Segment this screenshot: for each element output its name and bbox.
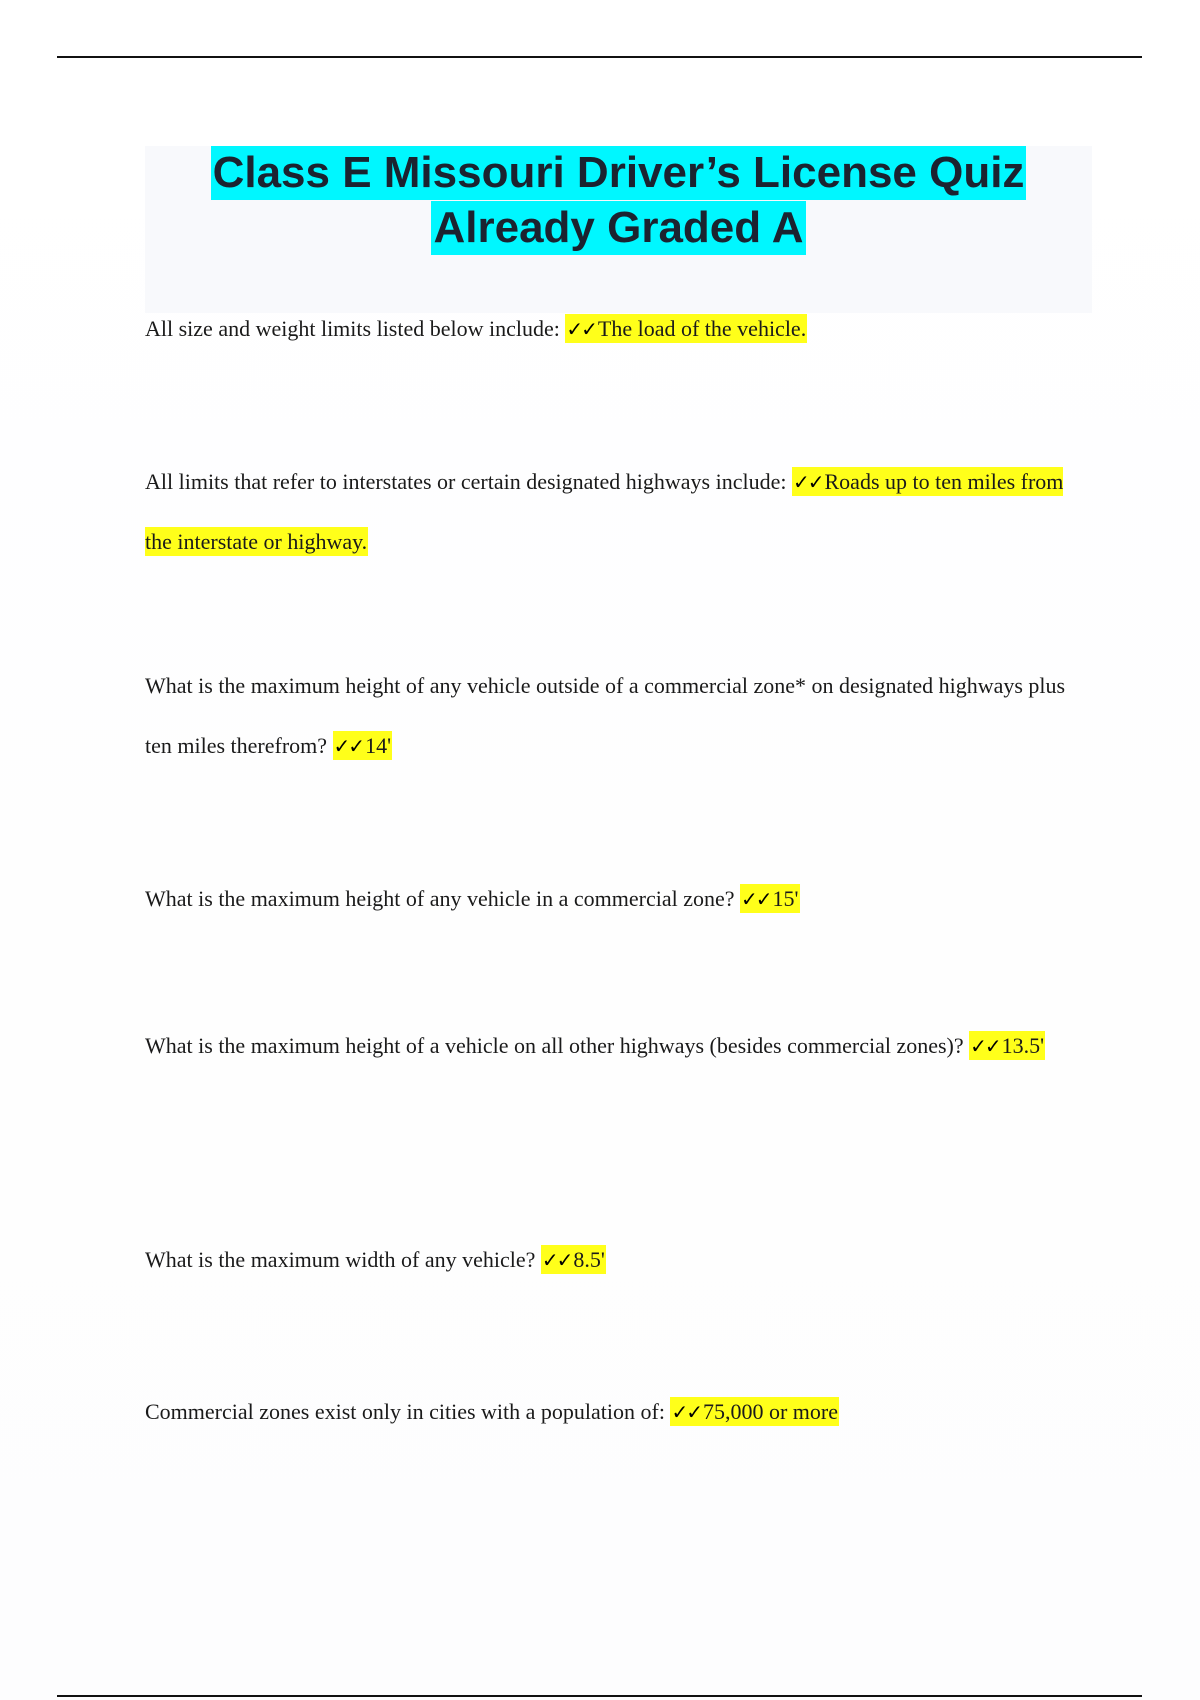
qa-item-7 [145,1382,1075,1442]
answer-highlight [670,1397,839,1426]
qa-item-3 [145,656,1075,776]
question-text: What is the maximum height of any vehicle outside of a commercial zone* on designated highways plus ten miles therefrom? [145,673,1066,758]
answer-text: 8.5' [573,1247,605,1272]
qa-item-6 [145,1230,1075,1290]
question-text: All size and weight limits listed below include: [145,316,566,341]
answer-text: 13.5' [1001,1033,1045,1058]
answer-highlight [541,1245,606,1274]
answer-highlight [565,314,807,343]
question-text: All limits that refer to interstates or certain designated highways include: [145,469,792,494]
qa-item-2 [145,452,1075,572]
answer-text: 15' [772,886,799,911]
title-row-2 [145,201,1092,256]
qa-item-4 [145,869,1075,929]
question-text: What is the maximum height of a vehicle on all other highways (besides commercial zones)? [145,1033,970,1058]
double-check-icon: ✓✓ [792,470,823,494]
answer-text: 75,000 or more [702,1399,839,1424]
page-title-line-2: Already Graded A [431,201,805,255]
top-rule [57,56,1142,58]
answer-highlight [740,884,799,913]
bottom-rule [57,1695,1142,1697]
question-text: What is the maximum height of any vehicle in a commercial zone? [145,886,741,911]
double-check-icon: ✓✓ [541,1248,572,1272]
answer-highlight [333,731,392,760]
answer-text: Roads up to ten miles from the interstate or highway. [145,469,1064,554]
question-text: Commercial zones exist only in cities with a population of: [145,1399,671,1424]
question-text: What is the maximum width of any vehicle? [145,1247,541,1272]
qa-item-1 [145,299,1075,359]
answer-text: 14' [365,733,392,758]
qa-item-5 [145,1016,1075,1076]
answer-text: The load of the vehicle. [597,316,807,341]
double-check-icon: ✓✓ [333,734,364,758]
double-check-icon: ✓✓ [671,1400,701,1424]
answer-highlight [969,1031,1045,1060]
double-check-icon: ✓✓ [566,317,596,341]
double-check-icon: ✓✓ [970,1034,1000,1058]
title-block [145,146,1092,313]
title-row-1 [145,146,1092,201]
page-title-line-1: Class E Missouri Driver’s License Quiz [211,146,1027,200]
double-check-icon: ✓✓ [741,887,771,911]
